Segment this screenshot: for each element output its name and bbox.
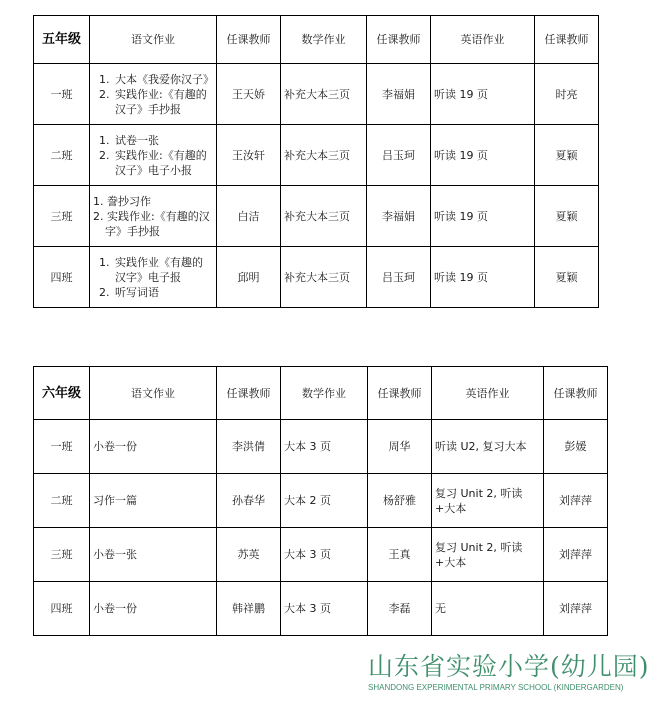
class-name: 四班: [34, 247, 90, 308]
table-row: [34, 474, 608, 528]
math-homework: 补充大本三页: [281, 186, 367, 247]
header-chinese: 语文作业: [90, 367, 217, 420]
class-name: 一班: [34, 420, 90, 474]
grade5-homework-table: [33, 15, 599, 308]
homework-list: [93, 72, 213, 117]
english-homework: 听读 19 页: [431, 64, 535, 125]
class-name: 一班: [34, 64, 90, 125]
homework-list: [93, 255, 213, 300]
homework-list: [93, 133, 213, 178]
list-item: 2. 听写词语: [113, 285, 213, 300]
table-row: [34, 420, 608, 474]
table-row: [34, 64, 599, 125]
class-name: 二班: [34, 125, 90, 186]
school-logo: [368, 653, 658, 693]
chinese-homework: 习作一篇: [90, 474, 217, 528]
teacher-name: 彭媛: [544, 420, 608, 474]
english-homework: 复习 Unit 2, 听读+大本: [432, 474, 544, 528]
english-homework: 听读 19 页: [431, 125, 535, 186]
header-teacher: 任课教师: [367, 16, 431, 64]
teacher-name: 邱明: [217, 247, 281, 308]
teacher-name: 李福娟: [367, 186, 431, 247]
header-english: 英语作业: [431, 16, 535, 64]
chinese-homework: 小卷一份: [90, 582, 217, 636]
chinese-homework: 小卷一张: [90, 528, 217, 582]
grade-label: 六年级: [34, 367, 90, 420]
table-row: [34, 528, 608, 582]
class-name: 三班: [34, 528, 90, 582]
teacher-name: 时亮: [535, 64, 599, 125]
math-homework: 补充大本三页: [281, 125, 367, 186]
header-math: 数学作业: [281, 16, 367, 64]
header-teacher: 任课教师: [544, 367, 608, 420]
table-row: [34, 247, 599, 308]
teacher-name: 周华: [368, 420, 432, 474]
list-item: 1. 大本《我爱你汉子》: [113, 72, 213, 87]
english-homework: 无: [432, 582, 544, 636]
teacher-name: 王天娇: [217, 64, 281, 125]
teacher-name: 夏颖: [535, 125, 599, 186]
math-homework: 大本 2 页: [281, 474, 368, 528]
english-homework: 复习 Unit 2, 听读+大本: [432, 528, 544, 582]
teacher-name: 李洪倩: [217, 420, 281, 474]
teacher-name: 吕玉珂: [367, 247, 431, 308]
teacher-name: 夏颖: [535, 186, 599, 247]
math-homework: 大本 3 页: [281, 420, 368, 474]
teacher-name: 刘萍萍: [544, 474, 608, 528]
chinese-homework: [90, 125, 217, 186]
header-teacher: 任课教师: [535, 16, 599, 64]
header-teacher: 任课教师: [217, 16, 281, 64]
chinese-homework: 小卷一份: [90, 420, 217, 474]
teacher-name: 苏英: [217, 528, 281, 582]
grade6-homework-table: [33, 366, 608, 636]
english-homework: 听读 19 页: [431, 247, 535, 308]
header-chinese: 语文作业: [90, 16, 217, 64]
class-name: 四班: [34, 582, 90, 636]
english-homework: 听读 U2, 复习大本: [432, 420, 544, 474]
header-math: 数学作业: [281, 367, 368, 420]
teacher-name: 吕玉珂: [367, 125, 431, 186]
teacher-name: 韩祥鹏: [217, 582, 281, 636]
teacher-name: 刘萍萍: [544, 528, 608, 582]
english-homework: 听读 19 页: [431, 186, 535, 247]
table-row: [34, 186, 599, 247]
math-homework: 补充大本三页: [281, 64, 367, 125]
teacher-name: 王真: [368, 528, 432, 582]
math-homework: 大本 3 页: [281, 528, 368, 582]
teacher-name: 王汝轩: [217, 125, 281, 186]
chinese-homework: [90, 186, 217, 247]
grade-label: 五年级: [34, 16, 90, 64]
list-item: 1. 试卷一张: [113, 133, 213, 148]
chinese-homework: [90, 64, 217, 125]
header-row: [34, 16, 599, 64]
class-name: 三班: [34, 186, 90, 247]
header-english: 英语作业: [432, 367, 544, 420]
header-row: [34, 367, 608, 420]
teacher-name: 杨舒雅: [368, 474, 432, 528]
teacher-name: 刘萍萍: [544, 582, 608, 636]
homework-line: 1. 誊抄习作: [93, 194, 151, 208]
teacher-name: 孙春华: [217, 474, 281, 528]
math-homework: 补充大本三页: [281, 247, 367, 308]
class-name: 二班: [34, 474, 90, 528]
teacher-name: 李磊: [368, 582, 432, 636]
teacher-name: 白洁: [217, 186, 281, 247]
teacher-name: 李福娟: [367, 64, 431, 125]
header-teacher: 任课教师: [368, 367, 432, 420]
school-name-chinese: 山东省实验小学(幼儿园): [368, 652, 650, 681]
table-row: [34, 582, 608, 636]
teacher-name: 夏颖: [535, 247, 599, 308]
homework-line: 2. 实践作业:《有趣的汉字》手抄报: [93, 209, 210, 238]
list-item: 1. 实践作业《有趣的汉字》电子报: [113, 255, 213, 285]
chinese-homework: [90, 247, 217, 308]
list-item: 2. 实践作业:《有趣的汉子》手抄报: [113, 87, 213, 117]
list-item: 2. 实践作业:《有趣的汉子》电子小报: [113, 148, 213, 178]
table-row: [34, 125, 599, 186]
header-teacher: 任课教师: [217, 367, 281, 420]
math-homework: 大本 3 页: [281, 582, 368, 636]
school-name-english: SHANDONG EXPERIMENTAL PRIMARY SCHOOL (KINDERGARDEN): [368, 683, 624, 692]
